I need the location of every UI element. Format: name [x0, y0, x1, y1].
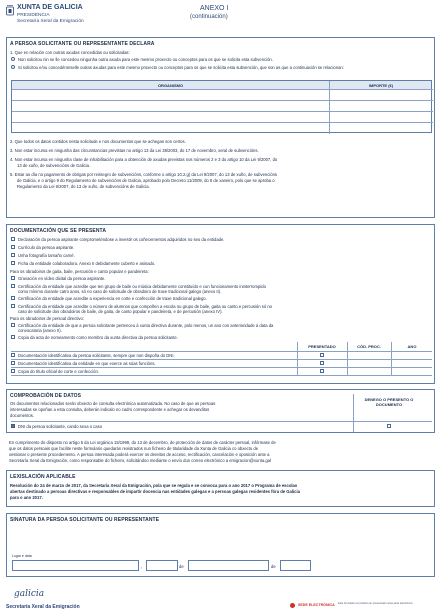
annex-title: ANEXO I	[200, 5, 229, 12]
doc-id-entity: Documentación identificativa da entidade en que exerce as súas funcións.	[18, 360, 156, 366]
checkbox-cv[interactable]	[11, 245, 15, 249]
column-header-proc-code: CÓD. PROC.	[357, 344, 381, 349]
doc-entity-sheet: Ficha da entidade colaboradora. Anexo II debidamente cuberto e asinado.	[18, 260, 156, 266]
declaration-item-2: 2. Que todos os datos contidos nesta solicitude e nos documentos que se achegan son certos.	[10, 139, 186, 144]
privacy-text-2: que os datos persoais que facilite neste formulario quedarán rexistrados nun ficheiro de titularidade da Xunta de Galicia co obxecto de	[9, 446, 259, 451]
declaration-title: A PERSOA SOLICITANTE OU REPRESENTANTE DECLARA	[10, 41, 155, 47]
doc-group-cert-1: Certificación da entidade que acredite que ten grupo de baile ou música debidamente constituído e cun funcionamento ininterrompido	[18, 283, 266, 289]
radio-no-other-aid[interactable]	[11, 57, 15, 61]
doc-declaration: Declaración da persoa aspirante comprometéndose a investir os coñecementos adquiridos no seo da entidade.	[18, 236, 225, 242]
data-check-text-3: documentos.	[10, 413, 34, 418]
doc-board-cert-1: Certificación da entidade de que a persoa solicitante pertenceu á xunta directiva durante, polo menos, un ano con anterioridade á data da	[18, 322, 274, 328]
aid-row-amount-input[interactable]	[330, 90, 432, 100]
logo-title: XUNTA DE GALICIA	[17, 4, 83, 11]
day-input[interactable]	[146, 560, 178, 571]
checkbox-appointment-act[interactable]	[11, 335, 15, 339]
data-check-text-1: Os documentos relacionados serán obxecto de consulta electrónica automatizada. No caso de que as persoas	[10, 401, 216, 406]
signature-title: SINATURA DA PERSOA SOLICITANTE OU REPRESENTANTE	[10, 517, 160, 523]
checkbox-id-doc[interactable]	[11, 353, 15, 357]
year-input[interactable]	[280, 560, 311, 571]
data-check-text-2: interesadas se opoñan a esta consulta, deberán indicalo no cadro correspondente e achegar os devanditos	[10, 407, 210, 412]
signature-section	[6, 513, 435, 577]
declaration-item-1: 1. Que en relación con outras axudas concedidas ou solicitadas:	[10, 50, 130, 55]
annex-subtitle: (continuación)	[190, 14, 228, 20]
doc-group-directors: Para os obradoiros de persoal directivo:	[10, 316, 85, 321]
declaration-item-5b: de Galicia, e o artigo 9 do Regulamento de subvencións de Galicia, aprobado polo Decreto 11/2009, do 8 de xaneiro, polo que se aproba o	[17, 178, 275, 183]
xunta-logo	[6, 4, 126, 30]
place-input[interactable]	[12, 560, 139, 571]
checkbox-students-cert[interactable]	[11, 304, 15, 308]
legislation-text-2: abertas destinado a persoas directivas e responsables de impartir docencia nas entidades galegas e a persoas galegas residentes fóra de Galicia	[10, 489, 300, 494]
column-header-organism: ORGANISMO	[157, 83, 184, 88]
check-icon	[11, 424, 15, 428]
checkbox-sewing-title[interactable]	[11, 369, 15, 373]
declaration-item-3: 3. Non estar incursa en ningunha das circunstancias previstas no artigo 13 da Lei 38/2003, do 17 de novembro, xeral de subvencións.	[10, 148, 259, 153]
declaration-item-4b: 13 de xuño, de subvencións de Galicia.	[17, 163, 91, 168]
aid-row-organism-input[interactable]	[13, 90, 328, 100]
column-header-deny: DENEGO O PRESENTO O DOCUMENTO	[364, 397, 414, 407]
radio-other-aid[interactable]	[11, 65, 15, 69]
deny-checkbox-dni[interactable]	[387, 424, 391, 428]
checkbox-video[interactable]	[11, 276, 15, 280]
data-check-dni: DNI da persoa solicitante, cando sexa o caso	[18, 423, 103, 429]
doc-group-workshops: Para os obradoiros de gaita, baile, percusión e canto popular e pandeireta:	[10, 269, 149, 274]
privacy-text-4: Secretaría Xeral da Emigración, como responsable do ficheiro, solicitándoo mediante o envío dun correo electrónico a emigracion@xunta.gal	[9, 458, 271, 463]
separator-de-2: de	[271, 564, 276, 569]
option-no-other-aid: Non solicitou nin se lle concedeu ningunha outra axuda para este mesmo proxecto ou conceptos para os que se solicita esta subvención.	[18, 56, 273, 62]
separator-comma: ,	[141, 564, 143, 569]
privacy-text-1: En cumprimento do disposto no artigo 5 da Lei orgánica 15/1999, do 13 de decembro, de protección de datos de carácter persoal, infórmase de	[9, 440, 276, 445]
doc-appointment-act: Copia da acta de nomeamento como membro da xunta directiva da persoa solicitante.	[18, 334, 178, 340]
column-header-year: ANO	[407, 344, 417, 349]
doc-sewing-title: Copia do título oficial de corte e confección.	[18, 368, 100, 374]
checkbox-sewing-cert[interactable]	[11, 296, 15, 300]
sede-electronica[interactable]	[290, 602, 435, 612]
xunta-crest-icon	[6, 5, 14, 16]
declaration-section	[6, 37, 435, 218]
declaration-item-5c: Regulamento da Lei 9/2007, do 13 de xuño, de subvencións de Galicia.	[17, 184, 150, 189]
doc-group-cert-2: como mínimo durante catro anos, só no caso de solicitude de obradoiro de traxe tradicional galego (anexo II).	[18, 289, 222, 294]
sede-icon	[290, 603, 295, 608]
logo-subtitle-2: Secretaría Xeral da Emigración	[17, 19, 84, 24]
checkbox-entity-id[interactable]	[11, 361, 15, 365]
checkbox-entity-sheet[interactable]	[11, 261, 15, 265]
doc-sewing-cert: Certificación da entidade que acredite a experiencia en corte e confección de traxe tradicional galego.	[18, 295, 207, 301]
declaration-item-5a: 5. Estar ao día no pagamento de obrigas por reintegro de subvencións, conforme o artigo 10.2.g) da Lei 9/2007, do 13 de xuño, de subvencións	[10, 172, 278, 177]
doc-students-cert-1: Certificación da entidade que acredite o número de alumnos que compoñen a escola ou grupo de baile, gaita ou canto e percusión só no	[18, 303, 272, 309]
legislation-title: LEXISLACIÓN APLICABLE	[10, 474, 76, 480]
doc-board-cert-2: convocatoria (anexo II).	[18, 328, 62, 333]
documents-title: DOCUMENTACIÓN QUE SE PRESENTA	[10, 228, 107, 234]
sede-label: SEDE ELECTRÓNICA	[298, 603, 335, 607]
separator-de-1: de	[179, 564, 184, 569]
option-other-aid: Si solicitou e/ou concedéronselle outras axudas para este mesmo proxecto ou conceptos para os que se solicita esta subvención, que son as que a continuación se relacionan:	[18, 64, 344, 70]
checkbox-photo[interactable]	[11, 253, 15, 257]
doc-photo: Unha fotografía tamaño carné.	[18, 252, 75, 258]
month-input[interactable]	[188, 560, 269, 571]
legislation-text-3: para o ano 2017.	[10, 495, 43, 500]
checkbox-dni-check[interactable]	[11, 424, 15, 428]
sede-note: Este formulario só poderá ser presentado nesta sede electrónica	[338, 602, 413, 605]
doc-cv: Currículo da persoa aspirante.	[18, 244, 75, 250]
column-header-amount: IMPORTE (€)	[368, 83, 394, 88]
checkbox-board-cert[interactable]	[11, 323, 15, 327]
logo-subtitle-1: PRESIDENCIA	[17, 13, 50, 18]
footer-organization: Secretaría Xeral da Emigración	[6, 604, 80, 610]
galicia-logo-text: galicia	[14, 589, 45, 599]
declaration-item-4a: 4. Non estar incursa en ningunha clase de inhabilitación para a obtención de axudas previstas nos números 2 e 3 do artigo 10 da Lei 9/2007, do	[10, 157, 278, 162]
checkbox-group-cert[interactable]	[11, 284, 15, 288]
data-check-title: COMPROBACIÓN DE DATOS	[10, 393, 82, 399]
doc-students-cert-2: caso de solicitude dos obradoiros de baile, de gaita, de canto popular e pandeireta, e de percusión (anexo IV).	[18, 309, 223, 314]
place-date-label: Lugar e data	[12, 554, 32, 558]
galicia-footer-logo	[14, 583, 44, 601]
documents-section	[6, 224, 435, 384]
legislation-text-1: Resolución do 24 de marzo de 2017, da Secretaría Xeral da Emigración, pola que se regula e se convoca para o ano 2017 o Programa de escolas	[10, 483, 298, 488]
privacy-text-3: xestionar o presente procedemento. A persoa interesada poderá exercer os dereitos de acceso, rectificación, cancelación e oposición ante a	[9, 452, 270, 457]
legislation-section	[6, 470, 435, 507]
doc-id-applicant: Documentación identificativa da persoa solicitante, sempre que non dispoña do DNI.	[18, 352, 175, 358]
presented-checkbox-title[interactable]	[320, 369, 324, 373]
checkbox-declaration[interactable]	[11, 237, 15, 241]
doc-video: Gravación en vídeo dixital da persoa aspirante.	[18, 275, 106, 281]
presented-checkbox-id[interactable]	[320, 353, 324, 357]
column-header-presented: PRESENTADO	[308, 344, 336, 349]
data-check-section	[6, 389, 435, 433]
presented-checkbox-entity[interactable]	[320, 361, 324, 365]
aid-table	[11, 80, 432, 133]
